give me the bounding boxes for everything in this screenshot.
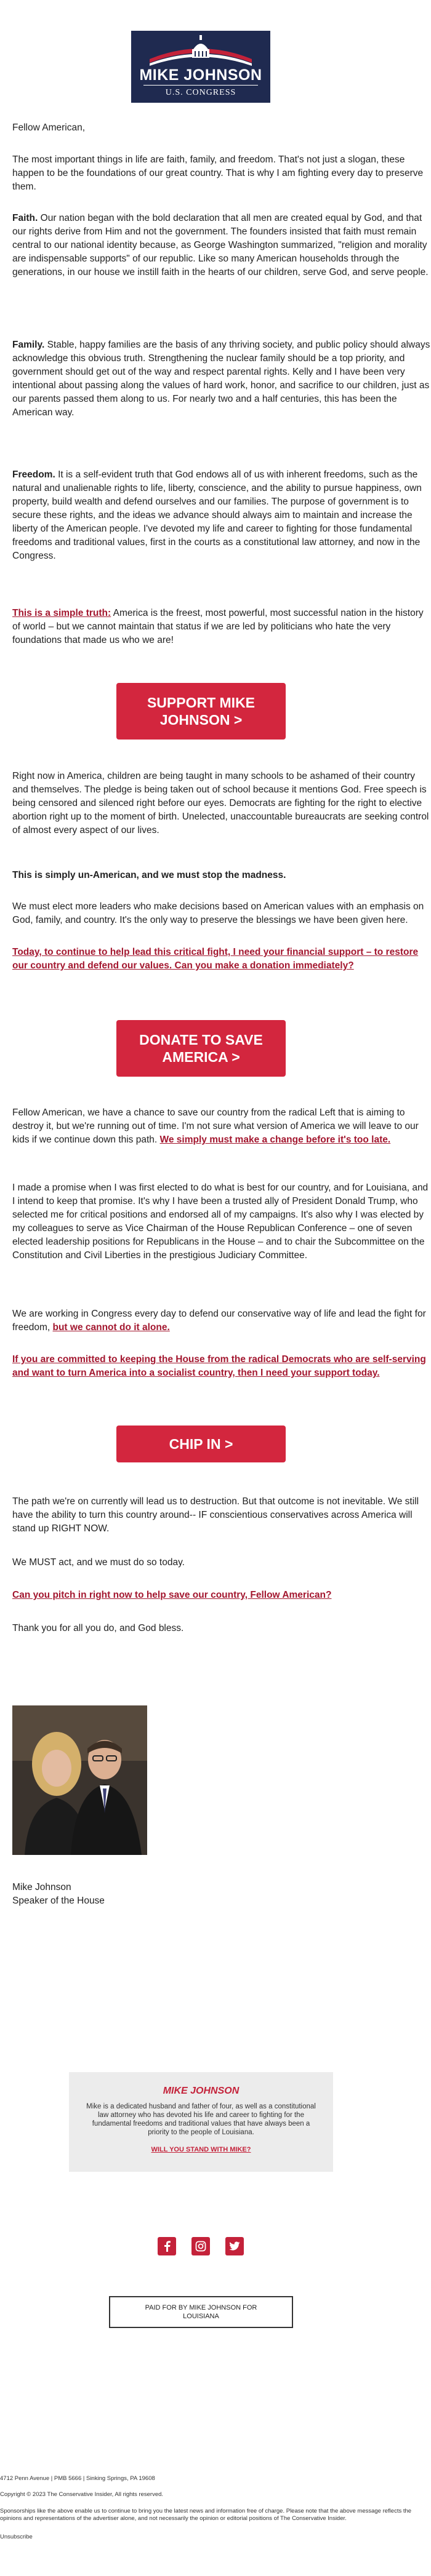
family-text: Stable, happy families are the basis of any thriving society, and public policy should always acknowledge this obvious truth. Strengthening the nuclear family should be a top priority, and government should get out of the way and respect parental rights. Kelly and I have been very intentional about passing along the values of hard work, honor, and sacrifice to our children, just as our parents passed them along to us. For nearly two and a half centuries, this has been the American way. [12, 340, 430, 418]
bio-text: Mike is a dedicated husband and father of four, as well as a constitutional law attorney who has devoted his life and career to fighting for the fundamental freedoms and traditional values that have always been a priority to the people of Louisiana. [86, 2103, 316, 2136]
un-american-text: This is simply un-American, and we must stop the madness. [12, 870, 286, 880]
family-paragraph [12, 338, 431, 420]
must-act-text: We MUST act, and we must do so today. [12, 1557, 185, 1568]
donate-to-save-america-button[interactable]: DONATE TO SAVE AMERICA > [116, 1020, 286, 1077]
stand-with-mike-link[interactable]: WILL YOU STAND WITH MIKE? [151, 2146, 251, 2153]
instagram-icon[interactable] [191, 2237, 210, 2255]
logo-name: MIKE JOHNSON [139, 66, 262, 84]
family-label: Family. [12, 340, 45, 350]
intro-paragraph [12, 153, 431, 194]
freedom-label: Freedom. [12, 469, 55, 480]
simple-truth-text: America is the freest, most powerful, most successful nation in the history of world – but we cannot maintain that status if we are led by politicians who hate the very foundations that made us who we are! [12, 608, 424, 645]
bio-title: MIKE JOHNSON [163, 2086, 240, 2096]
working-paragraph [12, 1307, 431, 1334]
thanks-text: Thank you for all you do, and God bless. [12, 1623, 184, 1633]
paid-for-text: PAID FOR BY MIKE JOHNSON FOR LOUISIANA [145, 2304, 257, 2320]
chance-text: Fellow American, we have a chance to save our country from the radical Left that is aiming to destroy it, but we're running out of time. I'm not sure what version of America we will leave to our kids if we continue down this path. [12, 1107, 419, 1145]
greeting-text: Fellow American, [12, 122, 86, 133]
today-paragraph [12, 946, 431, 973]
chip-in-button[interactable]: CHIP IN > [116, 1426, 286, 1462]
unsubscribe-link[interactable]: Unsubscribe [0, 2534, 33, 2540]
freedom-text: It is a self-evident truth that God endows all of us with inherent freedoms, such as the natural and unalienable rights to life, liberty, conscience, and the ability to pursue happiness, own property, build wealth and defend ourselves and our families. The purpose of government is to secure these rights, and the ideas we advance should always aim to maintain and increase the liberty of the American people. I've devoted my life and career to fighting for those fundamental freedoms and traditional values, first in the courts as a constitutional law attorney, and now in the Congress. [12, 469, 422, 561]
couple-portrait-icon [12, 1705, 147, 1855]
pitch-paragraph [12, 1589, 431, 1602]
paid-for-disclaimer [109, 2296, 293, 2328]
header-logo[interactable] [131, 31, 270, 103]
freedom-paragraph [12, 468, 431, 563]
cannot-do-it-alone-link[interactable]: but we cannot do it alone. [52, 1322, 170, 1333]
faith-label: Faith. [12, 213, 38, 223]
promise-paragraph [12, 1181, 431, 1262]
pitch-in-link[interactable]: Can you pitch in right now to help save our country, Fellow American? [12, 1590, 332, 1600]
path-paragraph [12, 1495, 431, 1536]
un-american-paragraph [12, 869, 431, 882]
path-text: The path we're on currently will lead us to destruction. But that outcome is not inevitable. We still have the ability to turn this country around-- IF conscientious conservatives across America will stand up RIGHT NOW. [12, 1496, 419, 1534]
mailing-address: 4712 Penn Avenue | PMB 5666 | Sinking Springs, PA 19608 [0, 2475, 155, 2482]
logo-subtitle: U.S. CONGRESS [165, 88, 236, 97]
twitter-icon[interactable] [225, 2237, 244, 2255]
signature-title: Speaker of the House [12, 1896, 105, 1906]
intro-text: The most important things in life are faith, family, and freedom. That's not just a slogan, these happen to be the foundations of our great country. That is why I am fighting every day to preserve them. [12, 154, 424, 192]
greeting [12, 121, 431, 135]
candidate-family-photo [12, 1705, 147, 1855]
faith-paragraph [12, 212, 431, 279]
right-now-paragraph [12, 770, 431, 837]
sponsorship-disclaimer: Sponsorships like the above enable us to continue to bring you the latest news and information free of charge. Please note that the above message reflects the opinions and representations of the advertiser alone, and not necessarily the opinion or editorial positions of The Conservative Insider. [0, 2508, 412, 2522]
bio-box [69, 2072, 333, 2172]
committed-paragraph [12, 1353, 431, 1380]
simple-truth-paragraph [12, 607, 431, 647]
working-text: We are working in Congress every day to defend our conservative way of life and lead the fight for freedom, [12, 1309, 426, 1333]
logo-divider [143, 85, 258, 86]
copyright-text: Copyright © 2023 The Conservative Insider, All rights reserved. [0, 2491, 164, 2498]
change-before-too-late-link[interactable]: We simply must make a change before it's too late. [159, 1134, 391, 1145]
faith-text: Our nation began with the bold declaration that all men are created equal by God, and that our rights derive from Him and not the government. The founders insisted that faith must remain central to our national identity because, as George Washington summarized, "religion and morality are indispensable supports" of our republic. Like so many American households through the generations, in our house we instill faith in the hearts of our children, serve God, and serve people. [12, 213, 429, 277]
facebook-icon[interactable] [158, 2237, 176, 2255]
chance-paragraph [12, 1106, 431, 1147]
committed-support-link[interactable]: If you are committed to keeping the House from the radical Democrats who are self-serving and want to turn America into a socialist country, then I need your support today. [12, 1354, 426, 1378]
today-donation-link[interactable]: Today, to continue to help lead this critical fight, I need your financial support – to restore our country and defend our values. Can you make a donation immediately? [12, 947, 419, 971]
must-act-paragraph [12, 1556, 431, 1569]
thanks-paragraph [12, 1622, 431, 1635]
signature-name: Mike Johnson [12, 1882, 71, 1892]
promise-text: I made a promise when I was first elected to do what is best for our country, and for Louisiana, and I intend to keep that promise. It's why I have been a trusted ally of President Donald Trump, who selected me for critical positions and endorsed all of my campaigns. It's also why I was elected by my colleagues to serve as Vice Chairman of the House Republican Conference – one of seven elected leadership positions for Republicans in the House – and to chair the Subcommittee on the Constitution and Civil Liberties in the prestigious Judiciary Committee. [12, 1182, 429, 1261]
signature [12, 1881, 431, 1908]
support-mike-button[interactable]: SUPPORT MIKE JOHNSON > [116, 683, 286, 740]
simple-truth-link[interactable]: This is a simple truth: [12, 608, 111, 618]
right-now-text: Right now in America, children are being taught in many schools to be ashamed of their country and themselves. The pledge is being taken out of school because it mentions God. Free speech is being censored and silenced right before our eyes. Democrats are fighting for the right to elective abortion right up to the moment of birth. Unelected, unaccountable bureaucrats are seeking control of almost every aspect of our lives. [12, 771, 429, 835]
elect-more-text: We must elect more leaders who make decisions based on American values with an emphasis on God, family, and country. It's the only way to preserve the blessings we have been given here. [12, 901, 424, 925]
elect-more-paragraph [12, 900, 431, 927]
